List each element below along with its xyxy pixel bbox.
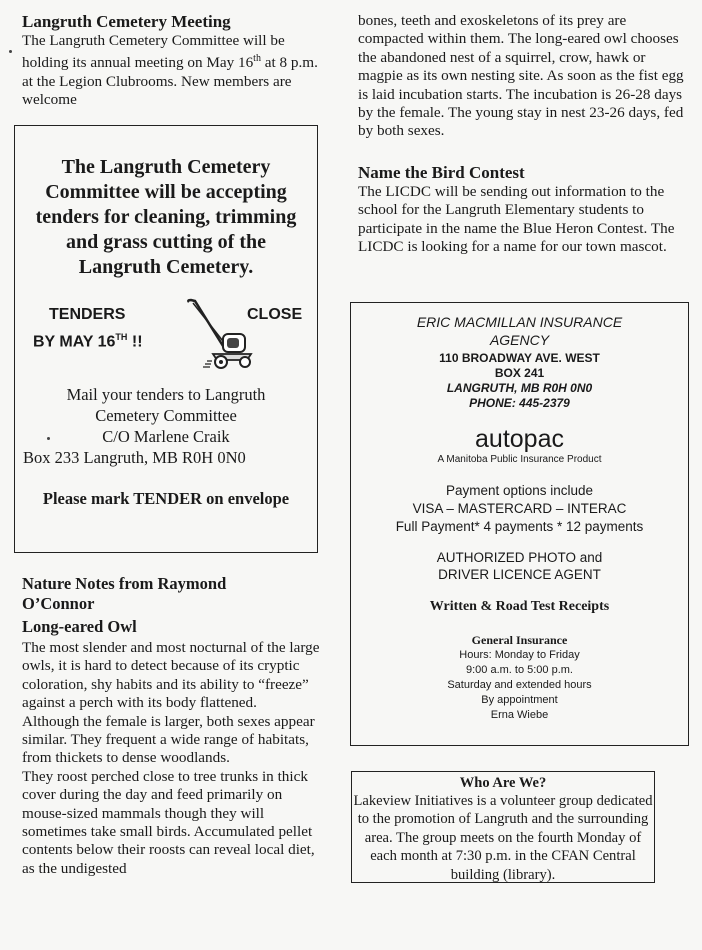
right-column — [358, 12, 688, 256]
autopac-subtitle: A Manitoba Public Insurance Product — [437, 454, 602, 465]
autopac-logo: autopac — [475, 425, 564, 453]
road-test-receipts: Written & Road Test Receipts — [429, 599, 610, 614]
close-word: CLOSE — [247, 306, 303, 323]
agency-address: 110 BROADWAY AVE. WEST BOX 241 LANGRUTH, MB R0H 0N0 PHONE: 445-2379 — [439, 351, 600, 410]
who-body: Lakeview Initiatives is a volunteer group dedicated to the promotion of Langruth and the surrounding area. The group meets on the fourth Monday of each month at 7:30 p.m. in the CFAN Central building (library). — [353, 793, 653, 883]
mail-instructions: Mail your tenders to Langruth Cemetery Committee C/O Marlene Craik Box 233 Langruth, MB R0H 0N0 — [15, 384, 317, 468]
contest-title: Name the Bird Contest — [358, 162, 525, 182]
insurance-ad — [350, 302, 689, 746]
nature-subtitle: Long-eared Owl — [22, 617, 137, 636]
payment-options: Payment options include VISA – MASTERCARD – INTERAC Full Payment* 4 payments * 12 payments — [395, 483, 644, 534]
tender-box — [14, 125, 318, 553]
mail-address: Box 233 Langruth, MB R0H 0N0 — [23, 448, 246, 467]
tenders-word: TENDERS — [49, 306, 126, 323]
tenders-close-banner — [15, 298, 317, 370]
who-are-we-box — [351, 771, 655, 883]
tender-headline: The Langruth Cemetery Committee will be accepting tenders for cleaning, trimming and grass cutting of the Langruth Cemetery. — [35, 156, 297, 278]
nature-paragraph: They roost perched close to tree trunks in thick cover during the day and feed primarily on mouse-sized mammals though they will sometimes take small birds. Accumulated pellet contents below their roosts can reveal local diet, as the undigested — [22, 767, 315, 877]
nature-title: Nature Notes from Raymond O’Connor — [22, 574, 227, 613]
general-insurance-title: General Insurance — [471, 633, 568, 647]
agency-name: ERIC MACMILLAN INSURANCE AGENCY — [416, 314, 623, 348]
authorized-agent: AUTHORIZED PHOTO and DRIVER LICENCE AGENT — [436, 550, 603, 582]
meeting-title: Langruth Cemetery Meeting — [22, 12, 231, 31]
tenders-deadline: BY MAY 16TH !! — [33, 332, 143, 351]
scan-speck — [9, 50, 12, 53]
office-hours: Hours: Monday to Friday 9:00 a.m. to 5:00 p.m. Saturday and extended hours By appointment Erna Wiebe — [447, 649, 592, 721]
nature-continued: bones, teeth and exoskeletons of its prey are compacted within them. The long-eared owl chooses the abandoned nest of a squirrel, crow, hawk or magpie as its own nesting site. As soon as the fist egg is laid incubation starts. The incubation is 26-28 days by the female. The young stay in nest 23-26 days, fed by both sexes. — [358, 12, 684, 140]
scan-speck — [47, 437, 50, 440]
nature-paragraph: Although the female is larger, both sexes appear similar. They frequent a wide range of habitats, from thickets to dense woodlands. — [22, 712, 315, 767]
contest-body: The LICDC will be sending out information to the school for the Langruth Elementary students to participate in the name the Blue Heron Contest. The LICDC is looking for a name for our town mascot. — [358, 182, 675, 256]
meeting-notice — [22, 12, 320, 110]
lawn-mower-icon — [183, 298, 255, 370]
who-title: Who Are We? — [459, 775, 547, 791]
mark-envelope-note: Please mark TENDER on envelope — [42, 489, 290, 508]
nature-notes — [22, 574, 320, 878]
contest-section — [358, 163, 688, 257]
nature-paragraph: The most slender and most nocturnal of the large owls, it is hard to detect because of its cryptic coloration, shy habits and its ability to “freeze” against a perch with its body flattened. — [22, 639, 320, 712]
meeting-body: The Langruth Cemetery Committee will be holding its annual meeting on May 16th at 8 p.m. at the Legion Clubrooms. New members are welcome — [22, 32, 318, 109]
